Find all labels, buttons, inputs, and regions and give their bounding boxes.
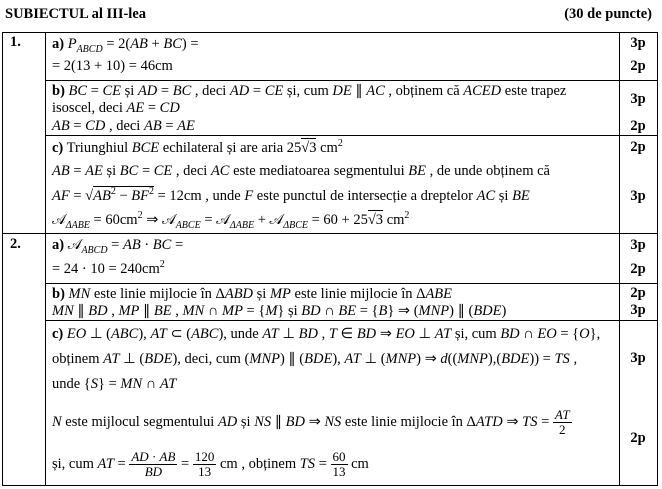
- item-number: 1.: [10, 34, 21, 50]
- points-value: 3p: [630, 91, 646, 107]
- column-divider: [619, 32, 620, 486]
- points-value: 2p: [630, 430, 646, 446]
- points-value: 2p: [630, 261, 646, 277]
- solution-line: a) $P_{ABCD} = 2(AB + BC)$ =: [52, 36, 199, 55]
- points-value: 3p: [630, 188, 646, 204]
- solution-line: a) 𝒜$_{ABCD}$ = AB · BC =: [52, 237, 184, 256]
- solution-line: AB = AE și BC = CE , deci AC este mediatoarea segmentului BE , de unde obținem că: [52, 163, 550, 179]
- points-value: 2p: [630, 118, 646, 134]
- row-divider: [45, 80, 658, 81]
- solution-line: = 2(13 + 10) = 46cm: [52, 58, 173, 74]
- solution-line: MN ∥ BD , MP ∥ BE , MN ∩ MP = {M} și BD ∩ BE = {B} ⇒ (MNP) ∥ (BDE): [52, 303, 507, 319]
- solution-line: obținem AT ⊥ (BDE), deci, cum (MNP) ∥ (BDE), AT ⊥ (MNP) ⇒ d((MNP),(BDE)) = TS ,: [52, 351, 578, 367]
- solution-line: unde {S} = MN ∩ AT: [52, 376, 177, 392]
- row-divider: [2, 233, 658, 234]
- points-value: 2p: [630, 285, 646, 301]
- row-divider: [45, 135, 658, 136]
- row-divider: [45, 320, 658, 321]
- item-number: 2.: [10, 236, 21, 252]
- points-value: 3p: [630, 350, 646, 366]
- points-value: 3p: [630, 35, 646, 51]
- solution-line: 𝒜$_{\Delta ABE}$ = $60cm^2$ ⇒ 𝒜$_{ABCE}$ = 𝒜$_{\Delta ABE}$ + 𝒜$_{\Delta BCE}$ = 60 + 25√3 $cm^2$: [52, 210, 410, 231]
- points-value: 2p: [630, 58, 646, 74]
- solution-line: b) MN este linie mijlocie în ΔABD și MP este linie mijlocie în ΔABE: [52, 286, 453, 302]
- table-border: [2, 485, 658, 486]
- table-border: [2, 32, 658, 33]
- solution-line: AB = CD , deci AB = AE: [52, 118, 195, 134]
- column-divider: [45, 32, 46, 486]
- solution-line: N este mijlocul segmentului AD și NS ∥ BD ⇒ NS este linie mijlocie în ΔATD ⇒ TS = $\frac{AT}{2}$: [52, 407, 570, 437]
- solution-line: și, cum AT = $\frac{AD \cdot AB}{BD}$ = $\frac{120}{13}$ cm , obținem TS = $\frac{60}{13}$ cm: [52, 449, 369, 479]
- solution-line: isoscel, deci AE = CD: [52, 100, 180, 116]
- points-value: 2p: [630, 139, 646, 155]
- grading-table: [2, 32, 658, 486]
- row-divider: [45, 283, 658, 284]
- total-points: (30 de puncte): [564, 6, 652, 22]
- table-border: [657, 32, 658, 486]
- solution-line: AF = $√AB^2 - BF^2 = 12cm$ , unde F este punctul de intersecție a dreptelor AC și BE: [52, 186, 530, 204]
- section-title: SUBIECTUL al III-lea: [5, 6, 147, 22]
- points-value: 3p: [630, 237, 646, 253]
- solution-line: = $24 \cdot 10 = 240cm^2$: [52, 259, 165, 277]
- table-border: [2, 32, 3, 486]
- solution-line: b) BC = CE și AD = BC , deci AD = CE și, cum DE ∥ AC , obținem că ACED este trapez: [52, 83, 567, 99]
- solution-line: c) Triunghiul BCE echilateral și are aria 25√3 $cm^2$: [52, 138, 343, 156]
- points-value: 3p: [630, 302, 646, 318]
- solution-line: c) EO ⊥ (ABC), AT ⊂ (ABC), unde AT ⊥ BD , T ∈ BD ⇒ EO ⊥ AT și, cum BD ∩ EO = {O},: [52, 326, 601, 342]
